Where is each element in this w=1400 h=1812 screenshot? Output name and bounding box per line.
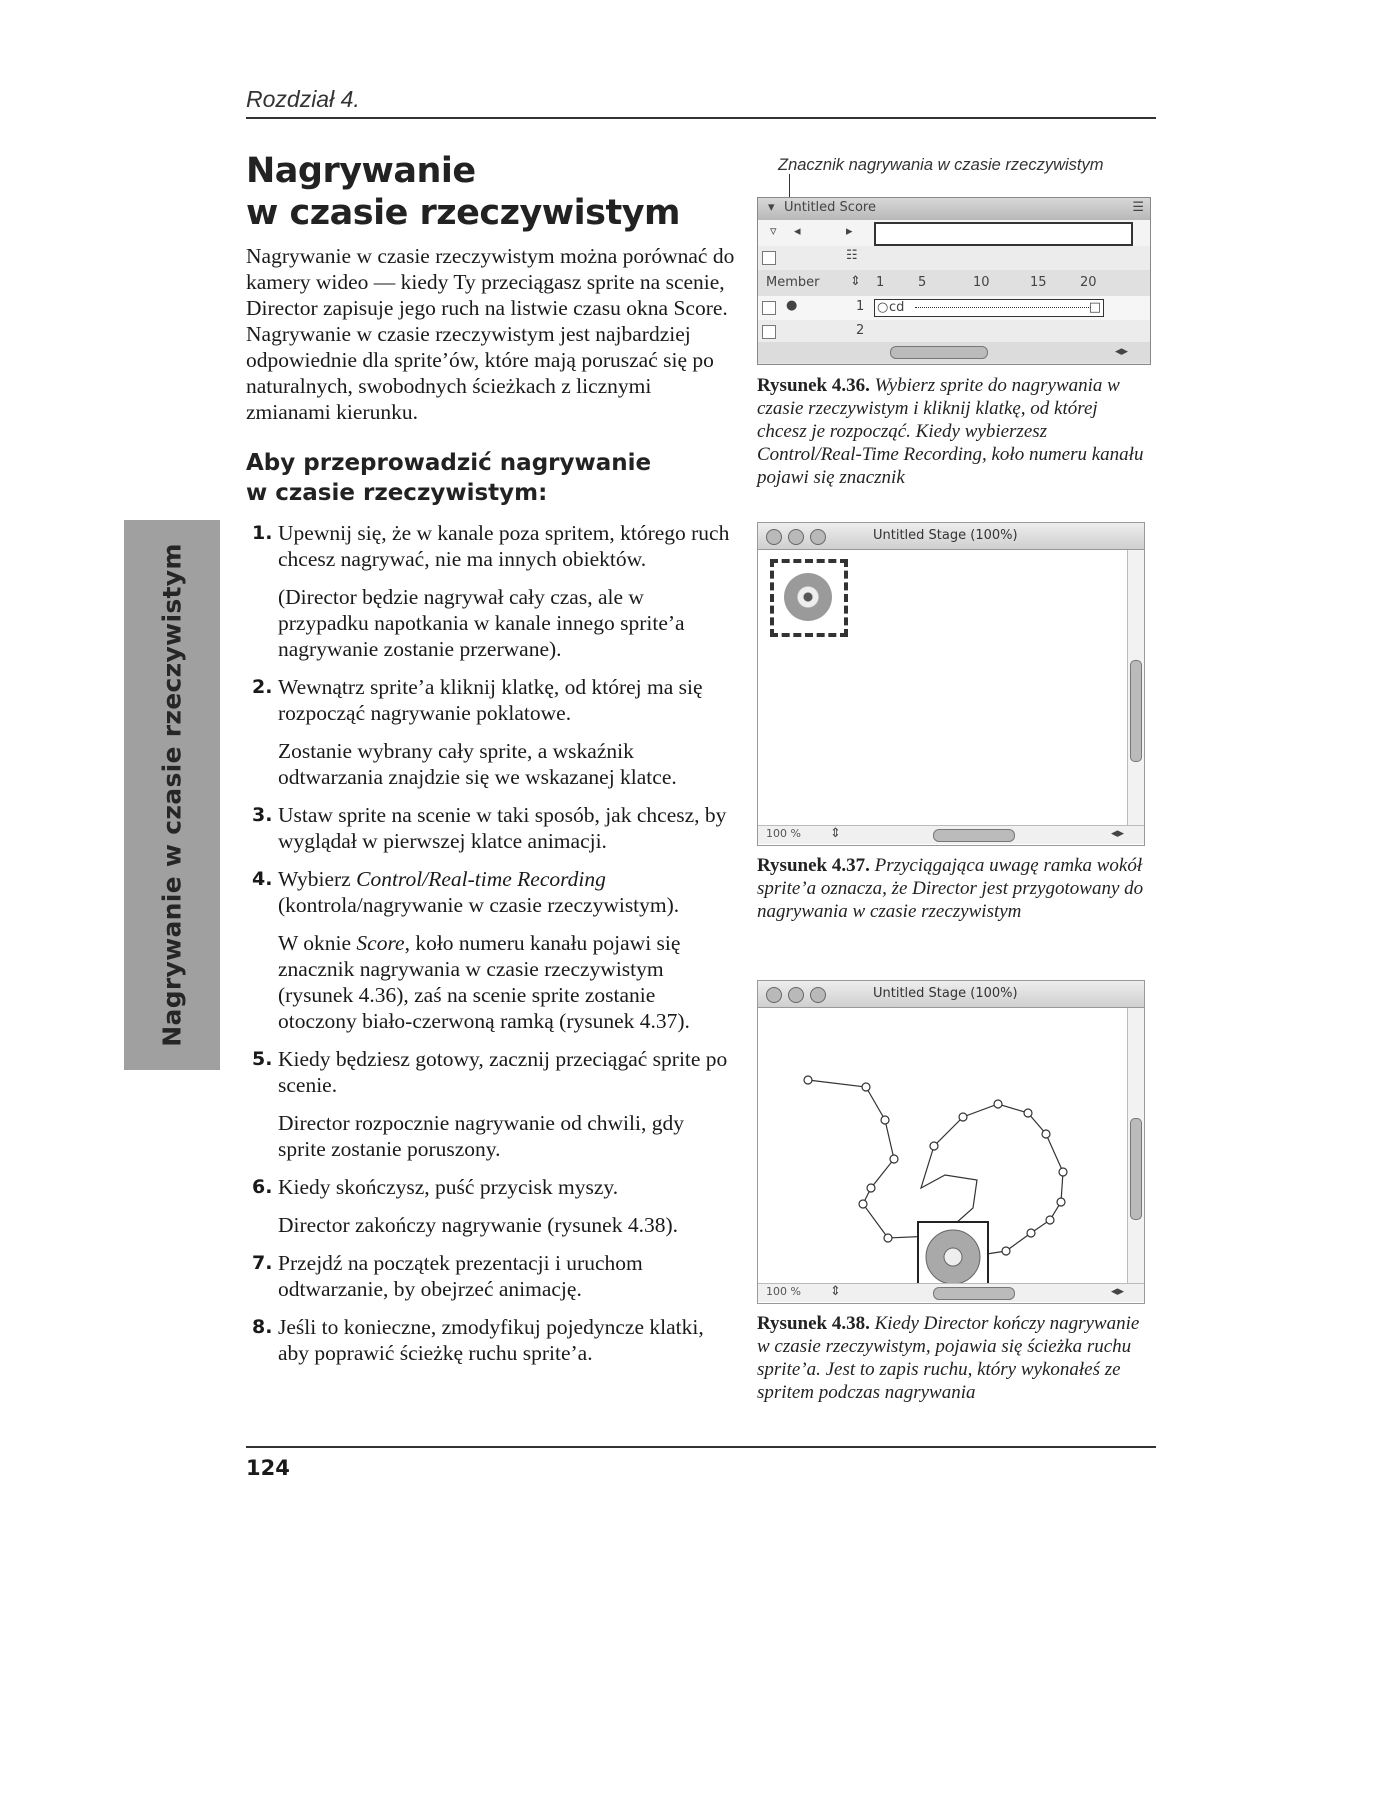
caption-text: Przyciągająca uwagę ramka wokół sprite’a oznacza, że Director jest przygotowany do nagrywania w czasie rzeczywistym — [757, 855, 1144, 922]
step-number: 8. — [252, 1316, 273, 1338]
script-channel-row — [758, 246, 1150, 271]
stage-window-title: Untitled Stage (100%) — [873, 986, 1018, 1001]
keyframe-point[interactable] — [804, 1076, 812, 1084]
side-tab-label: Nagrywanie w czasie rzeczywistym — [157, 543, 187, 1047]
sprite-start-icon: ○ — [877, 300, 889, 315]
stage-titlebar — [758, 981, 1144, 1008]
step-number: 5. — [252, 1048, 273, 1070]
cd-sprite-icon[interactable] — [784, 573, 832, 621]
step-text-suffix: (kontrola/nagrywanie w czasie rzeczywistym). — [278, 893, 680, 917]
caption-text: Wybierz sprite do nagrywania w czasie rzeczywistym i kliknij klatkę, od której chcesz je rozpocząć. Kiedy wybierzesz Control/Real-Time Recording, koło numeru kanału pojawi się znacznik — [757, 375, 1144, 488]
channel-row-1[interactable] — [758, 296, 1150, 321]
step-text: Jeśli to konieczne, zmodyfikuj pojedyncze klatki, aby poprawić ścieżkę ruchu sprite’a. — [278, 1315, 704, 1365]
step-note — [278, 930, 736, 1034]
step-text: Ustaw sprite na scenie w taki sposób, jak chcesz, by wyglądał w pierwszej klatce animacji. — [278, 803, 727, 853]
realtime-recording-marker-icon: ● — [786, 298, 798, 313]
step-number: 6. — [252, 1176, 273, 1198]
sprite-label: cd — [889, 300, 905, 315]
horizontal-scrollbar[interactable] — [758, 1283, 1144, 1302]
cd-hole-icon — [944, 1248, 962, 1266]
scroll-thumb[interactable] — [1130, 660, 1142, 762]
close-window-icon[interactable] — [766, 529, 782, 545]
procedure-heading-line2: w czasie rzeczywistym: — [246, 480, 548, 506]
step-number: 1. — [252, 522, 273, 544]
minimize-window-icon[interactable] — [788, 987, 804, 1003]
frame-number: 1 — [876, 275, 885, 290]
list-item — [246, 1250, 736, 1302]
step-text: Wewnątrz sprite’a kliknij klatkę, od której ma się rozpocząć nagrywanie poklatowe. — [278, 675, 703, 725]
procedure-heading-line1: Aby przeprowadzić nagrywanie — [246, 450, 652, 476]
frame-number: 15 — [1030, 275, 1047, 290]
step-note-prefix: W oknie — [278, 931, 357, 955]
scroll-arrows-icon[interactable]: ◂▸ — [1114, 344, 1128, 359]
frame-number: 5 — [918, 275, 927, 290]
vertical-scrollbar[interactable] — [1127, 1008, 1144, 1284]
footer-rule — [246, 1446, 1156, 1448]
zoom-window-icon[interactable] — [810, 529, 826, 545]
channel-number: 1 — [856, 299, 865, 314]
frame-ruler — [758, 270, 1150, 297]
steps-list — [246, 520, 736, 1378]
recording-frame[interactable] — [770, 559, 848, 637]
list-item — [246, 520, 736, 662]
keyframe-point[interactable] — [1057, 1198, 1065, 1206]
frame-number: 20 — [1080, 275, 1097, 290]
channel-toggle[interactable] — [762, 325, 776, 339]
channel-row-2[interactable] — [758, 320, 1150, 343]
step-note-suffix: , koło numeru kanału pojawi się znacznik nagrywania w czasie rzeczywistym (rysunek 4.36), zaś na scenie sprite zostanie otoczony biało-czerwoną ramką (rysunek 4.37). — [278, 931, 690, 1033]
keyframe-point[interactable] — [867, 1184, 875, 1192]
keyframe-point[interactable] — [881, 1116, 889, 1124]
scroll-thumb[interactable] — [890, 346, 988, 359]
step-note: Director rozpocznie nagrywanie od chwili, gdy sprite zostanie poruszony. — [278, 1111, 684, 1161]
step-text-prefix: Wybierz — [278, 867, 357, 891]
sprite-duration-line — [915, 307, 1091, 309]
figure-caption — [757, 1312, 1149, 1404]
section-title — [246, 150, 726, 234]
step-text: Przejdź na początek prezentacji i uruchom odtwarzanie, by obejrzeć animację. — [278, 1251, 643, 1301]
list-item — [246, 866, 736, 1034]
list-item — [246, 802, 736, 854]
close-window-icon[interactable] — [766, 987, 782, 1003]
playhead-frame-box — [874, 222, 1133, 246]
marker-row — [758, 220, 1150, 247]
options-menu-icon[interactable]: ☰ — [1132, 200, 1144, 215]
figure-caption — [757, 374, 1149, 489]
scroll-thumb[interactable] — [1130, 1118, 1142, 1220]
score-window-title: Untitled Score — [784, 200, 876, 215]
frame-number: 10 — [973, 275, 990, 290]
section-title-line2: w czasie rzeczywistym — [246, 193, 680, 233]
step-number: 7. — [252, 1252, 273, 1274]
step-text: Kiedy skończysz, puść przycisk myszy. — [278, 1175, 619, 1199]
scroll-arrows-icon[interactable]: ◂▸ — [1110, 826, 1124, 841]
keyframe-point[interactable] — [884, 1234, 892, 1242]
keyframe-point[interactable] — [930, 1142, 938, 1150]
keyframe-point[interactable] — [1059, 1168, 1067, 1176]
score-titlebar — [758, 198, 1150, 221]
procedure-heading — [246, 448, 726, 508]
scroll-thumb[interactable] — [933, 1287, 1015, 1300]
step-number: 2. — [252, 676, 273, 698]
intro-paragraph: Nagrywanie w czasie rzeczywistym można porównać do kamery wideo — kiedy Ty przeciągasz sprite na scenie, Director zapisuje jego ruch na listwie czasu okna Score. Nagrywanie w czasie rzeczywistym jest najbardziej odpowiednie dla sprite’ów, które mają poruszać się po naturalnych, swobodnych ścieżkach z licznymi zmianami kierunku. — [246, 244, 735, 424]
vertical-scrollbar[interactable] — [1127, 550, 1144, 826]
menu-path: Control/Real-time Recording — [356, 867, 606, 891]
zoom-level[interactable]: 100 % — [766, 1285, 801, 1298]
zoom-level[interactable]: 100 % — [766, 827, 801, 840]
scroll-thumb[interactable] — [933, 829, 1015, 842]
keyframe-point[interactable] — [1002, 1247, 1010, 1255]
list-item — [246, 1174, 736, 1238]
keyframe-point[interactable] — [859, 1200, 867, 1208]
list-item — [246, 1314, 736, 1366]
next-marker-icon[interactable]: ▸ — [846, 224, 853, 239]
step-note: Zostanie wybrany cały sprite, a wskaźnik odtwarzania znajdzie się we wskazanej klatce. — [278, 739, 677, 789]
section-title-line1: Nagrywanie — [246, 151, 476, 191]
step-number: 3. — [252, 804, 273, 826]
stage-window-title: Untitled Stage (100%) — [873, 528, 1018, 543]
step-text — [278, 866, 736, 918]
list-item — [246, 674, 736, 790]
collapse-triangle-icon[interactable]: ▾ — [768, 200, 775, 215]
caption-label: Rysunek 4.37. — [757, 855, 870, 876]
figure-caption — [757, 854, 1149, 923]
caption-text: Kiedy Director kończy nagrywanie w czasie rzeczywistym, pojawia się ścieżka ruchu sprite’a. Jest to zapis ruchu, który wykonałeś ze spritem podczas nagrywania — [757, 1313, 1140, 1403]
keyframe-point[interactable] — [1024, 1109, 1032, 1117]
list-item — [246, 1046, 736, 1162]
keyframe-point[interactable] — [1046, 1216, 1054, 1224]
scroll-arrows-icon[interactable]: ◂▸ — [1110, 1284, 1124, 1299]
channel-toggle[interactable] — [762, 301, 776, 315]
step-text: Kiedy będziesz gotowy, zacznij przeciągać sprite po scenie. — [278, 1047, 728, 1097]
stage-window — [757, 522, 1145, 846]
horizontal-scrollbar[interactable] — [758, 825, 1144, 844]
member-label[interactable]: Member — [766, 275, 820, 290]
keyframe-point[interactable] — [862, 1083, 870, 1091]
channel-number: 2 — [856, 323, 865, 338]
caption-label: Rysunek 4.36. — [757, 375, 870, 396]
header-rule — [246, 117, 1156, 119]
score-window — [757, 197, 1151, 365]
step-number: 4. — [252, 868, 273, 890]
keyframe-point[interactable] — [1027, 1229, 1035, 1237]
recording-marker-annotation: Znacznik nagrywania w czasie rzeczywistym — [778, 156, 1104, 174]
step-text: Upewnij się, że w kanale poza spritem, którego ruch chcesz nagrywać, nie ma innych obiektów. — [278, 521, 730, 571]
stage-titlebar — [758, 523, 1144, 550]
step-note: Director zakończy nagrywanie (rysunek 4.38). — [278, 1213, 678, 1237]
window-name: Score — [356, 931, 405, 955]
score-scrollbar[interactable] — [758, 342, 1150, 363]
keyframe-point[interactable] — [890, 1155, 898, 1163]
caption-label: Rysunek 4.38. — [757, 1313, 870, 1334]
zoom-dropdown-icon[interactable]: ⇕ — [830, 826, 841, 841]
zoom-dropdown-icon[interactable]: ⇕ — [830, 1284, 841, 1299]
sprite-span[interactable] — [874, 299, 1104, 317]
script-channel-icon: ☷ — [846, 248, 858, 263]
member-dropdown-icon[interactable]: ⇕ — [850, 274, 861, 289]
zoom-window-icon[interactable] — [810, 987, 826, 1003]
step-note: (Director będzie nagrywał cały czas, ale w przypadku napotkania w kanale innego sprite’a nagrywanie zostanie przerwane). — [278, 585, 685, 661]
motion-path — [758, 1008, 1126, 1283]
side-thumb-tab — [124, 520, 220, 1070]
channel-toggle[interactable] — [762, 251, 776, 265]
stage-window — [757, 980, 1145, 1304]
minimize-window-icon[interactable] — [788, 529, 804, 545]
keyframe-point[interactable] — [959, 1113, 967, 1121]
sprite-end-icon: □ — [1088, 300, 1101, 315]
page-number: 124 — [246, 1456, 290, 1480]
prev-marker-icon[interactable]: ◂ — [794, 224, 801, 239]
chapter-header: Rozdział 4. — [246, 86, 360, 112]
keyframe-point[interactable] — [994, 1100, 1002, 1108]
keyframe-point[interactable] — [1042, 1130, 1050, 1138]
marker-icon[interactable]: ▿ — [770, 224, 777, 239]
